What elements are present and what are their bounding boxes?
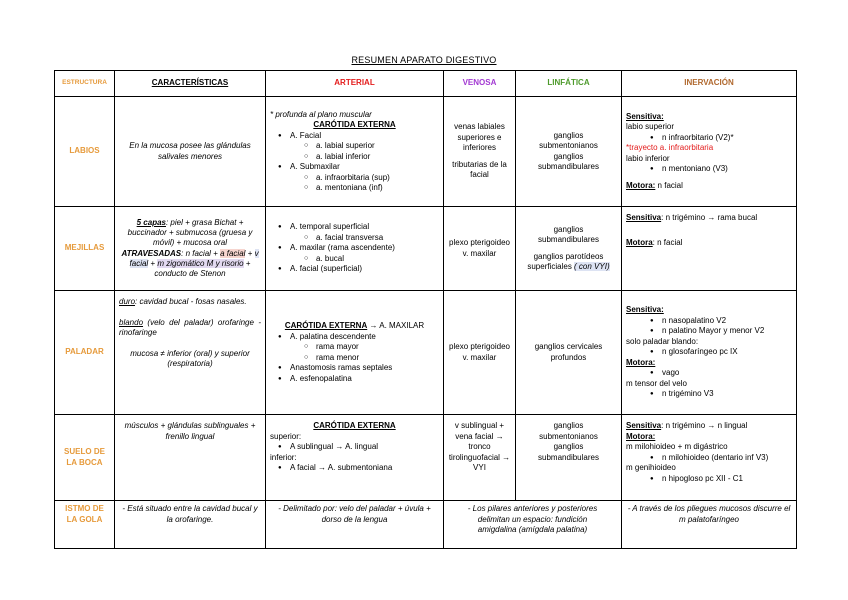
paladar-art-a3: ● A. esfenopalatina [270, 374, 439, 385]
labios-inerv-motora-val: n facial [655, 180, 683, 190]
mejillas-inerv-sens-line [626, 213, 792, 224]
header-arterial: ARTERIAL [266, 71, 444, 97]
paladar-caracteristicas [115, 291, 266, 415]
mejillas-m-zig: m zigomático M y risorio [157, 258, 244, 268]
labios-art-head: CARÓTIDA EXTERNA [313, 120, 396, 129]
paladar-inerv-motora: Motora: [626, 357, 656, 367]
header-estructura: ESTRUCTURA [55, 71, 115, 97]
mejillas-inerv-sens-val: : n trigémino → rama bucal [661, 213, 758, 222]
suelo-inerv-motora: Motora: [626, 431, 656, 441]
paladar-inerv-sensitiva: Sensitiva: [626, 305, 664, 315]
labios-inerv-motora: Motora: [626, 180, 656, 190]
labios-inerv-n-infra: ● n infraorbitario (V2)* [626, 133, 792, 144]
paladar-blando-line [119, 318, 261, 339]
mejillas-caracteristicas [115, 207, 266, 291]
label-suelo: SUELO DE LA BOCA [55, 415, 115, 501]
mejillas-art-a1-1: ○ a. facial transversa [270, 233, 439, 244]
suelo-inerv-sensitiva: Sensitiva [626, 421, 662, 430]
mejillas-linf-2-line [524, 252, 613, 273]
paladar-arterial [266, 291, 444, 415]
paladar-linfatica: ganglios cervicales profundos [516, 291, 622, 415]
mejillas-venosa: plexo pterigoideo v. maxilar [444, 207, 516, 291]
labios-inerv-sensitiva: Sensitiva: [626, 111, 664, 121]
suelo-inerv-m2-b: ● n hipogloso pc XII - C1 [626, 474, 792, 485]
mejillas-inervacion [622, 207, 797, 291]
label-istmo: ISTMO DE LA GOLA [55, 501, 115, 549]
paladar-inerv-solo: solo paladar blando: [626, 336, 699, 346]
mejillas-plus-1: + [245, 248, 255, 258]
paladar-inerv-s2: ● n palatino Mayor y menor V2 [626, 326, 792, 337]
paladar-blando: blando [119, 317, 144, 327]
row-labios [55, 97, 797, 207]
label-paladar: PALADAR [55, 291, 115, 415]
suelo-caracteristicas: músculos + glándulas sublinguales + frenillo lingual [115, 415, 266, 501]
row-mejillas [55, 207, 797, 291]
mejillas-linfatica [516, 207, 622, 291]
mejillas-a-facial: a facial [220, 248, 246, 258]
mejillas-n-facial: : n facial + [181, 248, 218, 258]
paladar-duro: duro [119, 297, 136, 306]
header-venosa: VENOSA [444, 71, 516, 97]
document-title: RESUMEN APARATO DIGESTIVO [351, 55, 497, 65]
suelo-venosa: v sublingual + vena facial → tronco tirolinguofacial → VYI [444, 415, 516, 501]
mejillas-art-a3: ● A. facial (superficial) [270, 264, 439, 275]
header-row [55, 71, 797, 97]
mejillas-v-facial: v facial [129, 248, 259, 268]
paladar-art-a1-2: ○ rama menor [270, 353, 439, 364]
mejillas-arterial [266, 207, 444, 291]
row-suelo [55, 415, 797, 501]
suelo-inerv-m2: m genihioideo [626, 463, 676, 472]
header-inervacion: INERVACIÓN [622, 71, 797, 97]
mejillas-inerv-motora: Motora [626, 237, 653, 247]
suelo-arterial [266, 415, 444, 501]
labios-venosa-2: tributarias de la facial [452, 159, 507, 180]
suelo-linfatica: ganglios submentonianos ganglios submandibulares [516, 415, 622, 501]
mejillas-capas: 5 capas [136, 217, 166, 227]
labios-linfatica: ganglios submentonianos ganglios submandibulares [516, 97, 622, 207]
istmo-caracteristicas: - Está situado entre la cavidad bucal y la orofaringe. [115, 501, 266, 549]
istmo-arterial: - Delimitado por: velo del paladar + úvula + dorso de la lengua [266, 501, 444, 549]
paladar-art-head-line [270, 321, 439, 332]
mejillas-art-a2: ● A. maxilar (rama ascendente) [270, 243, 439, 254]
paladar-art-a2: ● Anastomosis ramas septales [270, 363, 439, 374]
paladar-art-head: CARÓTIDA EXTERNA [284, 321, 368, 330]
labios-caracteristicas: En la mucosa posee las glándulas salivales menores [115, 97, 266, 207]
mejillas-art-a2-1: ○ a. bucal [270, 254, 439, 265]
labios-inerv-trayecto: *trayecto a. infraorbitaria [626, 143, 714, 153]
istmo-venosa-linfatica: - Los pilares anteriores y posteriores delimitan un espacio: fundición amigdalina (amígdala palatina) [444, 501, 622, 549]
paladar-mucosa: mucosa ≠ inferior (oral) y superior (respiratoria) [130, 348, 250, 368]
mejillas-inerv-mot-line [626, 238, 792, 249]
labios-art-a2-1: ○ a. infraorbitaria (sup) [270, 173, 439, 184]
suelo-inerv-sens-line [626, 421, 792, 432]
paladar-inervacion [622, 291, 797, 415]
paladar-art-a1-1: ○ rama mayor [270, 342, 439, 353]
header-linfatica: LINFÁTICA [516, 71, 622, 97]
labios-inervacion [622, 97, 797, 207]
mejillas-atravesadas: ATRAVESADAS [121, 248, 182, 258]
labios-inerv-n-ment: ● n mentoniano (V3) [626, 164, 792, 175]
labios-arterial [266, 97, 444, 207]
paladar-duro-line [119, 297, 261, 308]
row-istmo [55, 501, 797, 549]
label-mejillas: MEJILLAS [55, 207, 115, 291]
labios-art-a1: ● A. Facial [270, 131, 439, 142]
suelo-art-inf: inferior: [270, 452, 297, 462]
mejillas-linf-2: ganglios parotídeos superficiales [527, 251, 604, 271]
mejillas-linf-1: ganglios submandibulares [538, 224, 599, 244]
labios-art-note: * profunda al plano muscular [270, 109, 372, 119]
suelo-art-head: CARÓTIDA EXTERNA [313, 421, 396, 430]
suelo-art-sup: superior: [270, 431, 302, 441]
mejillas-linf-3: ( con VYI) [574, 262, 610, 271]
paladar-inerv-s3: ● n glosofaríngeo pc IX [626, 347, 792, 358]
paladar-inerv-s1: ● n nasopalatino V2 [626, 316, 792, 327]
suelo-inerv-m1: m milohioideo + m digástrico [626, 442, 728, 451]
mejillas-plus-2: + [148, 258, 158, 268]
row-paladar [55, 291, 797, 415]
mejillas-inerv-motora-val: : n facial [652, 237, 683, 247]
mejillas-art-a1: ● A. temporal superficial [270, 222, 439, 233]
labios-art-a1-1: ○ a. labial superior [270, 141, 439, 152]
labios-venosa [444, 97, 516, 207]
istmo-inervacion: - A través de los pliegues mucosos discurre el m palatofaríngeo [622, 501, 797, 549]
labios-inerv-labio-sup: labio superior [626, 122, 675, 132]
paladar-blando-text: (velo del paladar) orofaringe - rinofaringe [119, 317, 261, 337]
paladar-venosa: plexo pterigoideo v. maxilar [444, 291, 516, 415]
paladar-inerv-tensor: m tensor del velo [626, 378, 687, 388]
labios-inerv-motora-line [626, 181, 792, 192]
paladar-art-a1: ● A. palatina descendente [270, 332, 439, 343]
mejillas-stenon: + conducto de Stenon [154, 258, 251, 278]
mejillas-capas-text: : piel + grasa Bichat + buccinador + submucosa (gruesa y móvil) + mucosa oral [127, 217, 253, 248]
suelo-inerv-sens-val: : n trigémino → n lingual [661, 421, 748, 430]
suelo-inerv-m1-b: ● n milohioideo (dentario inf V3) [626, 453, 792, 464]
mejillas-inerv-sensitiva: Sensitiva [626, 213, 662, 222]
labios-art-a2: ● A. Submaxilar [270, 162, 439, 173]
paladar-inerv-m1: ● vago [626, 368, 792, 379]
label-labios: LABIOS [55, 97, 115, 207]
labios-art-a2-2: ○ a. mentoniana (inf) [270, 183, 439, 194]
paladar-art-head-rest: → A. MAXILAR [367, 321, 425, 330]
suelo-art-a2: ● A facial → A. submentoniana [270, 463, 439, 474]
suelo-inervacion [622, 415, 797, 501]
paladar-duro-text: : cavidad bucal - fosas nasales. [135, 297, 247, 306]
paladar-inerv-m2: ● n trigémino V3 [626, 389, 792, 400]
summary-table [54, 70, 797, 549]
labios-inerv-labio-inf: labio inferior [626, 153, 670, 163]
labios-art-a1-2: ○ a. labial inferior [270, 152, 439, 163]
header-caracteristicas: CARACTERÍSTICAS [115, 71, 266, 97]
suelo-art-a1: ● A sublingual → A. lingual [270, 442, 439, 453]
labios-venosa-1: venas labiales superiores e inferiores [454, 122, 505, 153]
